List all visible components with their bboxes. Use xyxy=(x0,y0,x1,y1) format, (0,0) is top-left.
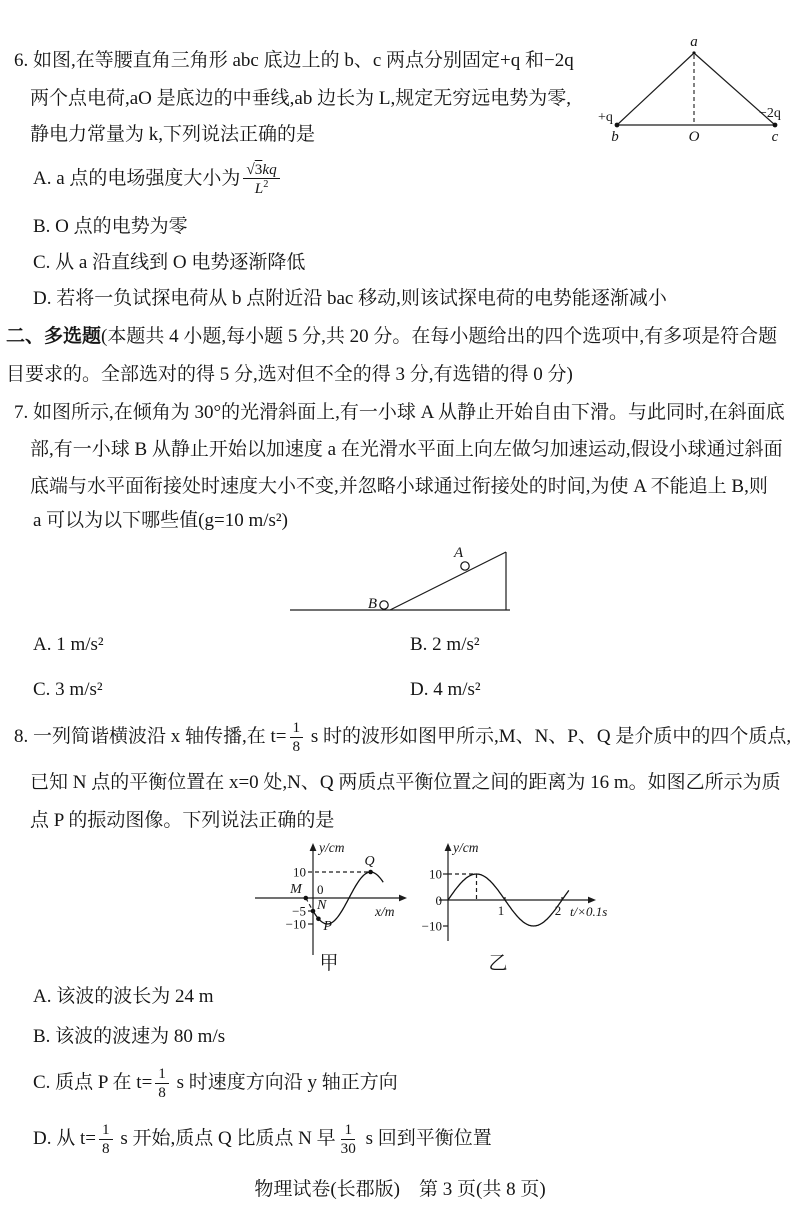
waveform-chart-jia xyxy=(243,838,415,960)
triangle-label-b: b xyxy=(611,129,619,145)
q7-line-3: 底端与水平面衔接处时速度大小不变,并忽略小球通过衔接处的时间,为使 A 不能追上 B,则 xyxy=(30,476,768,497)
q8-line-1 xyxy=(14,714,791,760)
q8-line-2: 已知 N 点的平衡位置在 x=0 处,N、Q 两质点平衡位置之间的距离为 16 m。如图乙所示为质 xyxy=(30,772,781,793)
denominator-base: L xyxy=(254,180,264,198)
q8-line-3: 点 P 的振动图像。下列说法正确的是 xyxy=(30,810,335,831)
q6-line-3: 静电力常量为 k,下列说法正确的是 xyxy=(30,124,316,145)
svg-text:2: 2 xyxy=(554,903,562,918)
fraction-numerator: 1 xyxy=(155,1065,169,1083)
triangle-label-minus-2q: −2q xyxy=(759,106,781,121)
vertex-c-dot xyxy=(773,123,778,128)
vertex-b-dot xyxy=(615,123,620,128)
svg-text:−10: −10 xyxy=(285,916,306,932)
triangle-label-O: O xyxy=(688,129,700,145)
sqrt-icon: √ xyxy=(246,160,255,178)
q6-figure-triangle xyxy=(597,33,795,147)
q7-option-d: D. 4 m/s² xyxy=(410,679,481,700)
svg-text:y/cm: y/cm xyxy=(319,840,345,855)
ball-B xyxy=(380,601,388,609)
q8-option-d-fraction-1 xyxy=(99,1121,113,1156)
svg-text:t/×0.1s: t/×0.1s xyxy=(570,904,608,919)
q6-option-a xyxy=(33,156,283,202)
fraction-denominator: 8 xyxy=(101,1139,110,1157)
ball-A xyxy=(461,562,469,570)
q8-line-1-post: s 时的波形如图甲所示,M、N、P、Q 是介质中的四个质点, xyxy=(306,726,792,747)
svg-text:−5: −5 xyxy=(292,903,306,919)
q8-option-d-fraction-2 xyxy=(339,1121,358,1156)
label-ball-A: A xyxy=(454,545,464,561)
svg-text:−10: −10 xyxy=(421,918,442,934)
q8-option-d-pre: D. 从 t= xyxy=(33,1128,96,1149)
vertex-a-dot xyxy=(692,51,695,54)
triangle-side-ba xyxy=(617,53,694,125)
q7-line-1: 7. 如图所示,在倾角为 30°的光滑斜面上,有一小球 A 从静止开始自由下滑。与此同时,在斜面底 xyxy=(14,402,785,423)
q7-line-4: a 可以为以下哪些值(g=10 m/s²) xyxy=(33,510,288,531)
triangle-label-plus-q: +q xyxy=(598,110,613,125)
q6-option-a-text: A. a 点的电场强度大小为 xyxy=(33,168,241,189)
chart-jia-caption: 甲 xyxy=(319,953,339,974)
triangle-label-c: c xyxy=(771,129,779,145)
q8-option-d xyxy=(33,1116,492,1162)
q6-line-1: 6. 如图,在等腰直角三角形 abc 底边上的 b、c 两点分别固定+q 和−2q xyxy=(14,50,574,71)
fraction-numerator: 1 xyxy=(290,719,304,737)
q8-line-1-pre: 8. 一列简谐横波沿 x 轴传播,在 t= xyxy=(14,726,287,747)
fraction-numerator: 1 xyxy=(341,1121,355,1139)
q8-option-d-post: s 回到平衡位置 xyxy=(360,1128,492,1149)
section2-rules-1: (本题共 4 小题,每小题 5 分,共 20 分。在每小题给出的四个选项中,有多项是符合题 xyxy=(101,326,778,347)
svg-text:y/cm: y/cm xyxy=(453,840,479,855)
q8-option-c xyxy=(33,1060,398,1106)
q6-option-b: B. O 点的电势为零 xyxy=(33,216,188,237)
svg-text:10: 10 xyxy=(293,864,306,880)
section2-title: 二、多选题 xyxy=(6,326,102,347)
svg-text:Q: Q xyxy=(364,854,375,869)
q8-option-b: B. 该波的波速为 80 m/s xyxy=(33,1026,226,1047)
q7-line-2: 部,有一小球 B 从静止开始以加速度 a 在光滑水平面上向左做匀加速运动,假设小球通过斜面 xyxy=(30,439,783,460)
fraction-denominator xyxy=(253,179,271,197)
fraction-denominator: 8 xyxy=(158,1083,166,1101)
fraction-denominator: 30 xyxy=(340,1139,356,1157)
chart-yi-caption: 乙 xyxy=(488,953,508,974)
q8-line-1-fraction xyxy=(290,719,304,754)
page-footer: 物理试卷(长郡版) 第 3 页(共 8 页) xyxy=(254,1179,546,1200)
svg-text:0: 0 xyxy=(317,882,324,897)
fraction-numerator: 1 xyxy=(99,1121,113,1139)
q7-figure-incline xyxy=(286,542,516,622)
q8-option-a: A. 该波的波长为 24 m xyxy=(33,986,214,1007)
svg-text:P: P xyxy=(323,918,332,934)
q8-option-c-fraction xyxy=(155,1065,169,1100)
svg-text:0: 0 xyxy=(435,893,442,908)
q7-option-a: A. 1 m/s² xyxy=(33,634,104,655)
svg-text:N: N xyxy=(317,898,327,913)
q6-option-d: D. 若将一负试探电荷从 b 点附近沿 bac 移动,则该试探电荷的电势能逐渐减小 xyxy=(33,288,667,309)
denominator-exponent: 2 xyxy=(263,178,269,190)
sqrt-argument: 3 xyxy=(254,160,263,178)
q7-option-c: C. 3 m/s² xyxy=(33,679,103,700)
fraction-numerator xyxy=(243,161,279,179)
q6-option-c: C. 从 a 沿直线到 O 电势逐渐降低 xyxy=(33,252,306,273)
q7-option-b: B. 2 m/s² xyxy=(410,634,480,655)
svg-text:1: 1 xyxy=(497,903,505,918)
svg-text:M: M xyxy=(290,882,302,897)
svg-text:10: 10 xyxy=(429,866,442,882)
q8-option-d-mid: s 开始,质点 Q 比质点 N 早 xyxy=(115,1128,336,1149)
q6-line-2: 两个点电荷,aO 是底边的中垂线,ab 边长为 L,规定无穷远电势为零, xyxy=(30,88,571,109)
incline-surface xyxy=(390,552,506,610)
svg-text:x/m: x/m xyxy=(375,904,395,919)
q8-option-c-post: s 时速度方向沿 y 轴正方向 xyxy=(171,1072,398,1093)
fraction-denominator: 8 xyxy=(292,737,301,755)
q6-option-a-fraction xyxy=(243,161,279,197)
q8-option-c-pre: C. 质点 P 在 t= xyxy=(33,1072,153,1093)
section2-line-1 xyxy=(6,326,777,348)
section2-line-2: 目要求的。全部选对的得 5 分,选对但不全的得 3 分,有选错的得 0 分) xyxy=(6,364,573,385)
numerator-rest: kq xyxy=(262,160,277,178)
triangle-label-a: a xyxy=(690,34,698,50)
label-ball-B: B xyxy=(367,596,377,612)
vibration-chart-yi xyxy=(418,838,623,960)
